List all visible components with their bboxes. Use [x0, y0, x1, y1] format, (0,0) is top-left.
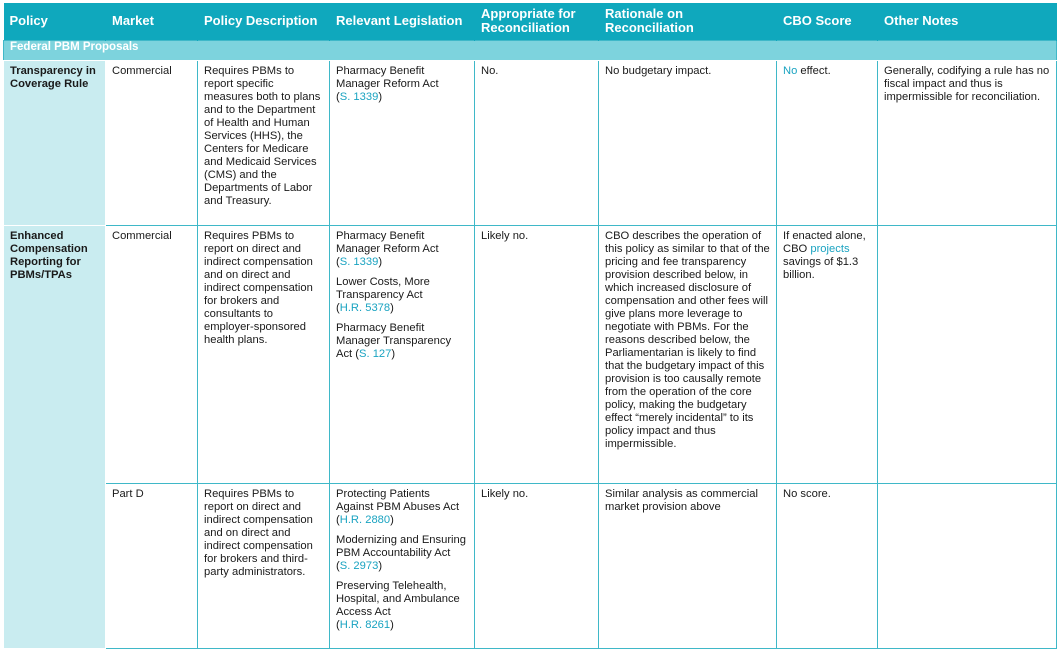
legislation-title: Lower Costs, More Transparency Act	[336, 275, 430, 301]
legislation-cell	[330, 225, 475, 483]
header-other-notes: Other Notes	[878, 3, 1057, 40]
pbm-policy-table	[3, 3, 1057, 649]
legislation-item: Pharmacy Benefit Manager Transparency Act (S. 127)	[336, 321, 452, 360]
bill-link[interactable]: H.R. 8261	[339, 618, 391, 631]
reconciliation-cell: Likely no.	[475, 225, 599, 483]
policy-cell: Enhanced Compensation Reporting for PBMs/TPAs	[4, 225, 106, 648]
header-legislation: Relevant Legislation	[330, 3, 475, 40]
header-cbo-score: CBO Score	[777, 3, 878, 40]
header-policy: Policy	[4, 3, 106, 40]
legislation-item: Protecting Patients Against PBM Abuses Act (H.R. 2880)	[336, 487, 460, 526]
cbo-link[interactable]: projects	[810, 242, 850, 255]
header-row	[4, 3, 1057, 40]
legislation-cell	[330, 60, 475, 225]
cbo-score-text: savings of $1.3 billion.	[783, 255, 859, 281]
description-cell: Requires PBMs to report on direct and indirect compensation and on direct and indirect compensation for brokers and third-party administrators.	[198, 483, 330, 648]
header-market: Market	[106, 3, 198, 40]
market-cell: Part D	[106, 483, 198, 648]
description-cell: Requires PBMs to report specific measures both to plans and to the Department of Health and Human Services (HHS), the Centers for Medicare and Medicaid Services (CMS) and the Departments of Labor and Treasury.	[198, 60, 330, 225]
cbo-score-cell	[777, 60, 878, 225]
section-row	[4, 40, 1057, 60]
market-cell: Commercial	[106, 60, 198, 225]
bill-link[interactable]: S. 2973	[339, 559, 379, 572]
policy-cell: Transparency in Coverage Rule	[4, 60, 106, 225]
bill-link[interactable]: H.R. 5378	[339, 301, 391, 314]
table-row	[4, 60, 1057, 225]
cbo-score-prefix: If enacted alone, CBO	[783, 229, 866, 255]
header-reconciliation: Appropriate for Reconciliation	[475, 3, 599, 40]
notes-cell: Generally, codifying a rule has no fiscal impact and thus is impermissible for reconciliation.	[878, 60, 1057, 225]
rationale-cell: No budgetary impact.	[599, 60, 777, 225]
pbm-policy-table-container	[3, 3, 1056, 652]
cbo-link[interactable]: No	[783, 64, 798, 77]
bill-link[interactable]: S. 1339	[339, 255, 379, 268]
legislation-item: Pharmacy Benefit Manager Reform Act (S. 1339)	[336, 229, 439, 268]
legislation-item: Preserving Telehealth, Hospital, and Ambulance Access Act (H.R. 8261)	[336, 579, 460, 631]
legislation-item: Modernizing and Ensuring PBM Accountability Act (S. 2973)	[336, 533, 466, 572]
section-title: Federal PBM Proposals	[4, 40, 1057, 60]
bill-link[interactable]: H.R. 2880	[339, 513, 391, 526]
legislation-title: Pharmacy Benefit Manager Reform Act	[336, 229, 439, 255]
legislation-item: Lower Costs, More Transparency Act (H.R. 5378)	[336, 275, 430, 314]
header-description: Policy Description	[198, 3, 330, 40]
table-row	[4, 225, 1057, 483]
cbo-score-cell: No score.	[777, 483, 878, 648]
rationale-cell: Similar analysis as commercial market provision above	[599, 483, 777, 648]
notes-cell	[878, 225, 1057, 483]
reconciliation-cell: Likely no.	[475, 483, 599, 648]
market-cell: Commercial	[106, 225, 198, 483]
table-row	[4, 483, 1057, 648]
legislation-item: Pharmacy Benefit Manager Reform Act (S. 1339)	[336, 64, 439, 103]
legislation-title: Protecting Patients Against PBM Abuses Act	[336, 487, 460, 513]
notes-cell	[878, 483, 1057, 648]
legislation-title: Modernizing and Ensuring PBM Accountability Act	[336, 533, 466, 559]
bill-link[interactable]: S. 127	[359, 347, 392, 360]
legislation-title: Pharmacy Benefit Manager Transparency Act	[336, 321, 452, 360]
cbo-score-text: effect.	[797, 64, 831, 77]
bill-link[interactable]: S. 1339	[339, 90, 379, 103]
header-rationale: Rationale on Reconciliation	[599, 3, 777, 40]
cbo-score-cell	[777, 225, 878, 483]
reconciliation-cell: No.	[475, 60, 599, 225]
description-cell: Requires PBMs to report on direct and indirect compensation and on direct and indirect compensation for brokers and consultants to employer-sponsored health plans.	[198, 225, 330, 483]
legislation-title: Preserving Telehealth, Hospital, and Ambulance Access Act	[336, 579, 460, 618]
legislation-cell	[330, 483, 475, 648]
legislation-title: Pharmacy Benefit Manager Reform Act	[336, 64, 439, 90]
rationale-cell: CBO describes the operation of this policy as similar to that of the pricing and fee transparency provision described below, in which increased disclosure of compensation and other fees will give plans more leverage to negotiate with PBMs. For the reasons described below, the Parliamentarian is likely to find that the budgetary impact of this provision is too causally remote from the operation of the core policy, making the budgetary effect “merely incidental” to its policy impact and thus impermissible.	[599, 225, 777, 483]
